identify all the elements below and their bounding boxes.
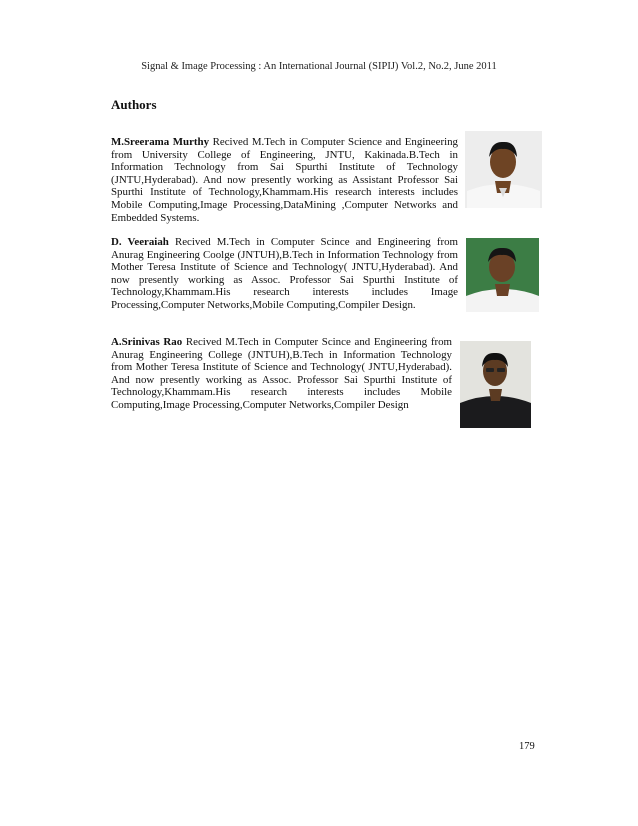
author-bio-text-2: Recived M.Tech in Computer Scince and Engineering from Anurag Engineering Coolge (JNTUH),B.Tech in Information Technology from Mother Teresa Institute of Science and Technology( JNTU,Hyderabad). And now presently working as Assoc. Professor Sai Spurthi Institute of Technology,Khammam.His research interests includes Image Processing,Computer Networks,Mobile Computing,Compiler Design. [111, 236, 458, 311]
author-photo-1 [465, 131, 542, 208]
portrait-icon [460, 341, 531, 428]
author-name-2: D. Veeraiah [111, 236, 169, 248]
author-bio-text-1: Recived M.Tech in Computer Science and Engineering from University College of Engineering, JNTU, Kakinada.B.Tech in Information Technology from Sai Spurthi Institute of Technology (JNTU,Hyderabad). And now presently working as Assistant Professor Sai Spurthi Institute of Technology,Khammam.His research interests includes Mobile Computing,Image Processing,DataMining ,Computer Networks and Embedded Systems. [111, 136, 458, 224]
author-bio-3 [111, 336, 452, 412]
author-bio-1 [111, 136, 458, 224]
author-photo-2 [466, 238, 539, 312]
author-photo-3 [460, 341, 531, 428]
portrait-icon [466, 238, 539, 312]
running-header: Signal & Image Processing : An International Journal (SIPIJ) Vol.2, No.2, June 2011 [141, 61, 497, 72]
author-name-3: A.Srinivas Rao [111, 336, 183, 348]
section-title: Authors [111, 97, 157, 112]
author-bio-text-3: Recived M.Tech in Computer Scince and Engineering from Anurag Engineering College (JNTUH),B.Tech in Information Technology from Mother Teresa Institute of Science and Technology( JNTU,Hyderabad). And now presently working as Assoc. Professor Sai Spurthi Institute of Technology,Khammam.His research interests includes Mobile Computing,Image Processing,Computer Networks,Compiler Design [111, 336, 452, 411]
portrait-icon [465, 131, 542, 208]
author-name-1: M.Sreerama Murthy [111, 136, 210, 148]
author-bio-2 [111, 236, 458, 312]
page-number: 179 [519, 741, 535, 752]
